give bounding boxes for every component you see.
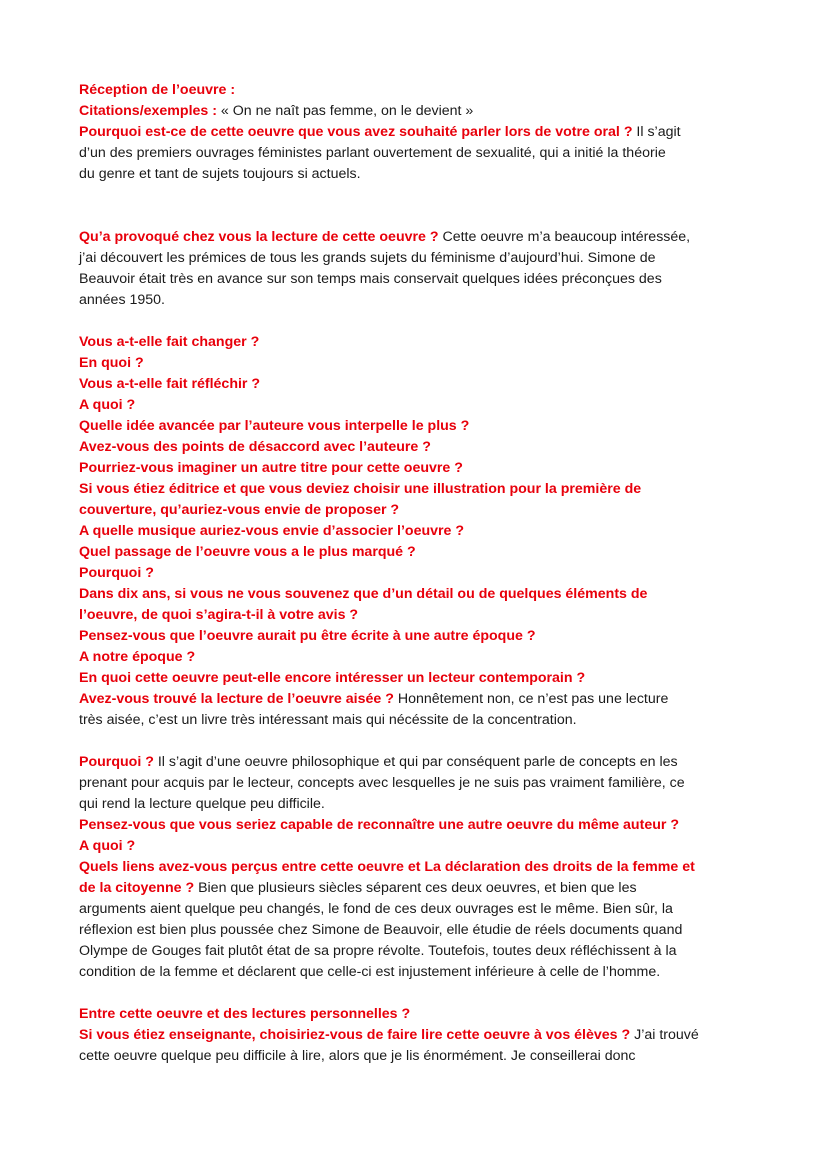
text-line xyxy=(79,1025,759,1046)
question-text: Si vous étiez éditrice et que vous deviez choisir une illustration pour la première de xyxy=(79,481,642,497)
text-line xyxy=(79,500,759,521)
text-line xyxy=(79,710,759,731)
question-text: Pourquoi ? xyxy=(79,754,158,770)
text-line xyxy=(79,584,759,605)
question-text: Entre cette oeuvre et des lectures personnelles ? xyxy=(79,1006,411,1022)
text-line xyxy=(79,164,759,185)
question-text: Quelle idée avancée par l’auteure vous interpelle le plus ? xyxy=(79,418,470,434)
answer-text: Bien que plusieurs siècles séparent ces deux oeuvres, et bien que les xyxy=(198,880,637,896)
text-line xyxy=(79,941,759,962)
paragraph-spacer xyxy=(79,731,759,752)
text-line xyxy=(79,563,759,584)
answer-text: Il s’agit xyxy=(636,124,681,140)
text-line xyxy=(79,290,759,311)
answer-text: J’ai trouvé xyxy=(634,1027,699,1043)
text-line xyxy=(79,248,759,269)
answer-text: années 1950. xyxy=(79,292,165,308)
answer-text: Cette oeuvre m’a beaucoup intéressée, xyxy=(442,229,691,245)
text-line xyxy=(79,416,759,437)
question-text: couverture, qu’auriez-vous envie de proposer ? xyxy=(79,502,400,518)
question-text: Quels liens avez-vous perçus entre cette oeuvre et La déclaration des droits de la femme et xyxy=(79,859,695,875)
text-line xyxy=(79,122,759,143)
text-line xyxy=(79,101,759,122)
text-line xyxy=(79,857,759,878)
answer-text: Honnêtement non, ce n’est pas une lecture xyxy=(397,691,669,707)
text-line xyxy=(79,332,759,353)
answer-text: très aisée, c’est un livre très intéressant mais qui nécéssite de la concentration. xyxy=(79,712,577,728)
text-line xyxy=(79,80,759,101)
text-line xyxy=(79,521,759,542)
answer-text: du genre et tant de sujets toujours si actuels. xyxy=(79,166,361,182)
text-line xyxy=(79,626,759,647)
question-text: Qu’a provoqué chez vous la lecture de cette oeuvre ? xyxy=(79,229,443,245)
text-line xyxy=(79,542,759,563)
text-line xyxy=(79,878,759,899)
question-text: Pourriez-vous imaginer un autre titre pour cette oeuvre ? xyxy=(79,460,463,476)
question-text: Citations/exemples : xyxy=(79,103,221,119)
question-text: Vous a-t-elle fait réfléchir ? xyxy=(79,376,261,392)
question-text: A notre époque ? xyxy=(79,649,196,665)
question-text: Réception de l’oeuvre : xyxy=(79,82,236,98)
question-text: Avez-vous trouvé la lecture de l’oeuvre aisée ? xyxy=(79,691,398,707)
answer-text: Olympe de Gouges fait plutôt état de sa propre révolte. Toutefois, toutes deux réfléchissent à la xyxy=(79,943,677,959)
text-line xyxy=(79,1004,759,1025)
text-line xyxy=(79,479,759,500)
text-line xyxy=(79,773,759,794)
text-line xyxy=(79,794,759,815)
question-text: Si vous étiez enseignante, choisiriez-vous de faire lire cette oeuvre à vos élèves ? xyxy=(79,1027,635,1043)
answer-text: condition de la femme et déclarent que celle-ci est injustement inférieure à celle de l’homme. xyxy=(79,964,661,980)
paragraph-spacer xyxy=(79,185,759,227)
answer-text: Beauvoir était très en avance sur son temps mais conservait quelques idées préconçues des xyxy=(79,271,662,287)
answer-text: qui rend la lecture quelque peu difficile. xyxy=(79,796,325,812)
question-text: En quoi ? xyxy=(79,355,144,371)
text-line xyxy=(79,353,759,374)
text-line xyxy=(79,227,759,248)
text-line xyxy=(79,143,759,164)
text-line xyxy=(79,920,759,941)
answer-text: réflexion est bien plus poussée chez Simone de Beauvoir, elle étudie de réels documents quand xyxy=(79,922,683,938)
answer-text: prenant pour acquis par le lecteur, concepts avec lesquelles je ne suis pas vraiment familière, ce xyxy=(79,775,685,791)
question-text: Pourquoi ? xyxy=(79,565,154,581)
text-line xyxy=(79,647,759,668)
text-line xyxy=(79,752,759,773)
answer-text: d’un des premiers ouvrages féministes parlant ouvertement de sexualité, qui a initié la théorie xyxy=(79,145,666,161)
text-line xyxy=(79,962,759,983)
question-text: A quoi ? xyxy=(79,838,136,854)
text-line xyxy=(79,458,759,479)
text-line xyxy=(79,437,759,458)
question-text: Avez-vous des points de désaccord avec l’auteure ? xyxy=(79,439,431,455)
text-line xyxy=(79,605,759,626)
text-line xyxy=(79,1046,759,1067)
text-line xyxy=(79,836,759,857)
text-line xyxy=(79,395,759,416)
answer-text: « On ne naît pas femme, on le devient » xyxy=(220,103,474,119)
question-text: de la citoyenne ? xyxy=(79,880,199,896)
text-line xyxy=(79,899,759,920)
question-text: Pensez-vous que vous seriez capable de reconnaître une autre oeuvre du même auteur ? xyxy=(79,817,680,833)
question-text: En quoi cette oeuvre peut-elle encore intéresser un lecteur contemporain ? xyxy=(79,670,586,686)
answer-text: arguments aient quelque peu changés, le fond de ces deux ouvrages est le même. Bien sûr, la xyxy=(79,901,673,917)
question-text: A quoi ? xyxy=(79,397,136,413)
question-text: Quel passage de l’oeuvre vous a le plus marqué ? xyxy=(79,544,416,560)
question-text: Dans dix ans, si vous ne vous souvenez que d’un détail ou de quelques éléments de xyxy=(79,586,648,602)
paragraph-spacer xyxy=(79,983,759,1004)
question-text: Vous a-t-elle fait changer ? xyxy=(79,334,260,350)
question-text: A quelle musique auriez-vous envie d’associer l’oeuvre ? xyxy=(79,523,465,539)
answer-text: cette oeuvre quelque peu difficile à lire, alors que je lis énormément. Je conseillerai donc xyxy=(79,1048,636,1064)
document-body xyxy=(79,80,759,1067)
text-line xyxy=(79,689,759,710)
answer-text: j’ai découvert les prémices de tous les grands sujets du féminisme d’aujourd’hui. Simone de xyxy=(79,250,656,266)
text-line xyxy=(79,815,759,836)
answer-text: Il s’agit d’une oeuvre philosophique et qui par conséquent parle de concepts en les xyxy=(157,754,678,770)
paragraph-spacer xyxy=(79,311,759,332)
text-line xyxy=(79,374,759,395)
question-text: Pensez-vous que l’oeuvre aurait pu être écrite à une autre époque ? xyxy=(79,628,536,644)
question-text: l’oeuvre, de quoi s’agira-t-il à votre avis ? xyxy=(79,607,359,623)
question-text: Pourquoi est-ce de cette oeuvre que vous avez souhaité parler lors de votre oral ? xyxy=(79,124,637,140)
text-line xyxy=(79,668,759,689)
text-line xyxy=(79,269,759,290)
